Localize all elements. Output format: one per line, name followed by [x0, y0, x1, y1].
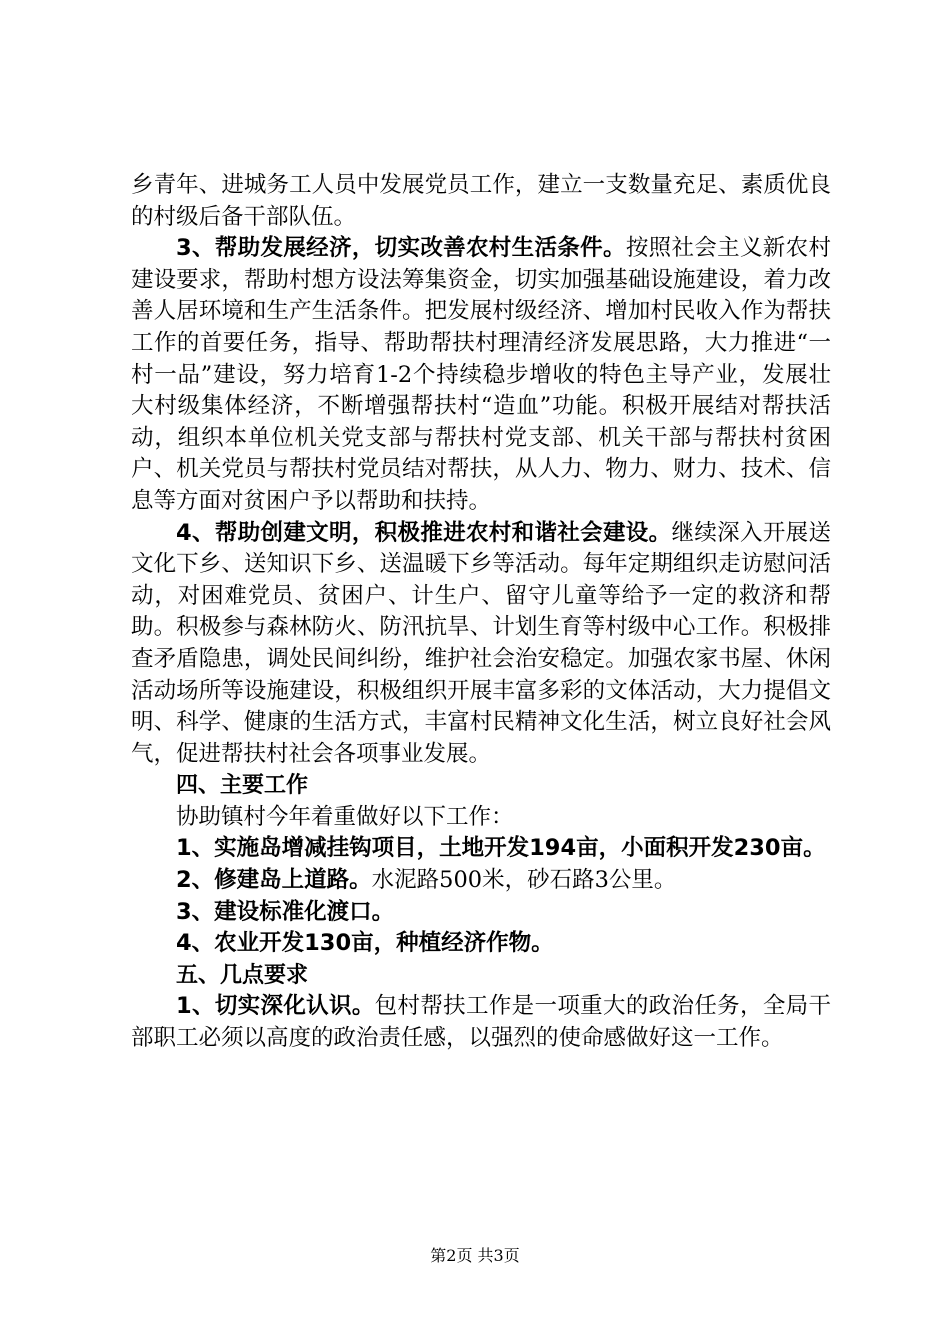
paragraph-economy-body: 按照社会主义新农村建设要求，帮助村想方设法筹集资金，切实加强基础设施建设，着力改善人居环境和生产生活条件。把发展村级经济、增加村民收入作为帮扶工作的首要任务，指导、帮助帮扶村理清经济发展思路，大力推进“一村一品”建设，努力培育1-2个持续稳步增收的特色主导产业，发展壮大村级集体经济，不断增强帮扶村“造血”功能。积极开展结对帮扶活动，组织本单位机关党支部与帮扶村党支部、机关干部与帮扶村贫困户、机关党员与帮扶村党员结对帮扶，从人力、物力、财力、技术、信息等方面对贫困户予以帮助和扶持。 [131, 235, 831, 514]
paragraph-economy-lead: 3、帮助发展经济，切实改善农村生活条件。 [176, 235, 626, 262]
work-item-2-body: 水泥路500米，砂石路3公里。 [371, 867, 677, 894]
requirement-item-1 [131, 991, 831, 1054]
paragraph-civilization-body: 继续深入开展送文化下乡、送知识下乡、送温暖下乡等活动。每年定期组织走访慰问活动，对困难党员、贫困户、计生户、留守儿童等给予一定的救济和帮助。积极参与森林防火、防汛抗旱、计划生育等村级中心工作。积极排查矛盾隐患，调处民间纠纷，维护社会治安稳定。加强农家书屋、休闲活动场所等设施建设，积极组织开展丰富多彩的文体活动，大力提倡文明、科学、健康的生活方式，丰富村民精神文化生活，树立良好社会风气，促进帮扶村社会各项事业发展。 [131, 519, 831, 767]
work-item-3: 3、建设标准化渡口。 [176, 898, 395, 925]
work-item-2-lead: 2、修建岛上道路。 [176, 867, 372, 894]
document-body [131, 170, 831, 1055]
requirement-item-1-body: 包村帮扶工作是一项重大的政治任务，全局干部职工必须以高度的政治责任感，以强烈的使命感做好这一工作。 [131, 993, 831, 1052]
work-item-2 [131, 865, 831, 897]
page-number-label: 第2页 共3页 [430, 1246, 520, 1265]
section-intro-main-work: 协助镇村今年着重做好以下工作： [176, 803, 514, 830]
requirement-item-1-lead: 1、切实深化认识。 [176, 993, 375, 1020]
paragraph-civilization [131, 518, 831, 771]
work-item-1: 1、实施岛增减挂钩项目，土地开发194亩，小面积开发230亩。 [176, 835, 826, 862]
paragraph-intro-tail: 乡青年、进城务工人员中发展党员工作，建立一支数量充足、素质优良的村级后备干部队伍。 [131, 172, 831, 230]
work-item-4: 4、农业开发130亩，种植经济作物。 [176, 930, 554, 957]
section-heading-main-work: 四、主要工作 [176, 773, 309, 799]
paragraph-civilization-lead: 4、帮助创建文明，积极推进农村和谐社会建设。 [176, 519, 672, 546]
section-heading-requirements: 五、几点要求 [176, 962, 309, 988]
paragraph-economy [131, 233, 831, 517]
page-footer [0, 1243, 950, 1266]
